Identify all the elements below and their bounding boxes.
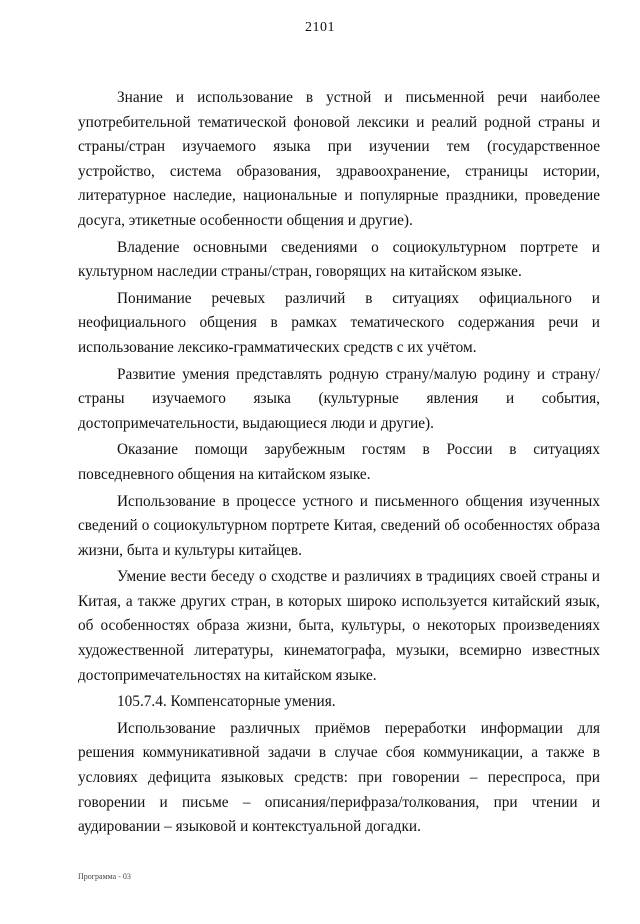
paragraph-helping-guests: Оказание помощи зарубежным гостям в России в ситуациях повседневного общения на китайском языке.: [78, 441, 600, 483]
footer-program-label: Программа - 03: [78, 872, 131, 881]
paragraph-sociocultural-portrait: Владение основными сведениями о социокультурном портрете и культурном наследии страны/стран, говорящих на китайском языке.: [78, 238, 600, 281]
document-body: [78, 86, 600, 842]
section-heading-compensatory-skills: 105.7.4. Компенсаторные умения.: [117, 693, 336, 711]
paragraph-using-china-knowledge: Использование в процессе устного и письменного общения изученных сведений о социокультурном портрете Китая, сведений об особенностях образа жизни, быта и культуры китайцев.: [78, 492, 600, 559]
page-number: 2101: [305, 20, 335, 35]
paragraph-conversation-traditions: Умение вести беседу о сходстве и различиях в традициях своей страны и Китая, а также других стран, в которых широко используется китайский язык, об особенностях образа жизни, быта, культуры, о некоторых произведениях художественной литературы, кинематографа, музыки, всемирно известных достопримечательностях на китайском языке.: [78, 568, 600, 684]
paragraph-presenting-country: Развитие умения представлять родную страну/малую родину и страну/страны изучаемого языка (культурные явления и события, достопримечательности, выдающиеся люди и другие).: [78, 365, 600, 432]
paragraph-speech-differences: Понимание речевых различий в ситуациях официального и неофициального общения в рамках тематического содержания речи и использование лексико-грамматических средств с их учётом.: [78, 289, 600, 356]
paragraph-background-vocabulary: Знание и использование в устной и письменной речи наиболее употребительной тематической фоновой лексики и реалий родной страны и страны/стран изучаемого языка при изучении тем (государственное устройство, система образования, здравоохранение, страницы истории, литературное наследие, национальные и популярные праздники, проведение досуга, этикетные особенности общения и другие).: [78, 89, 600, 229]
paragraph-compensatory-techniques: Использование различных приёмов переработки информации для решения коммуникативной задачи в случае сбоя коммуникации, а также в условиях дефицита языковых средств: при говорении – переспроса, при говорении и письме – описания/перифраза/толкования, при чтении и аудировании – языковой и контекстуальной догадки.: [78, 719, 600, 836]
